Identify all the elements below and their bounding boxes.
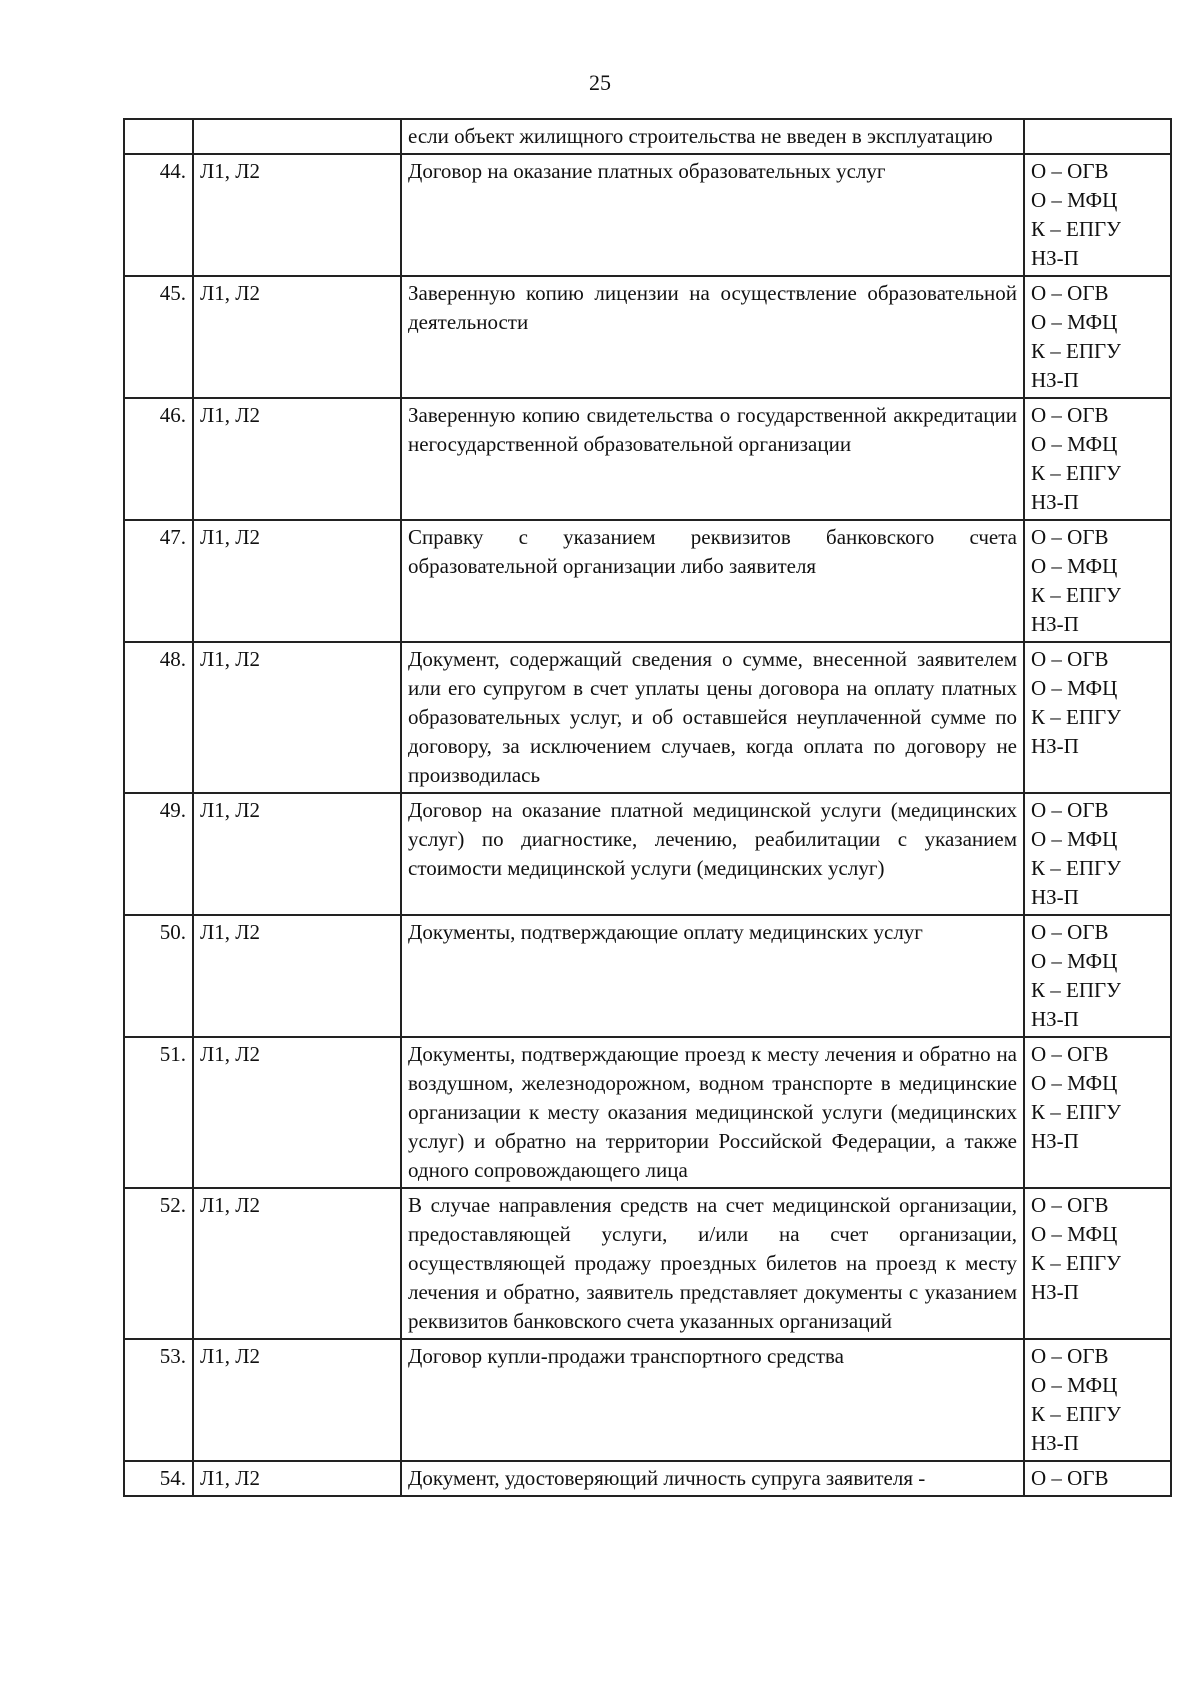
table-row: [124, 793, 1171, 915]
submission-method: НЗ-П: [1031, 612, 1079, 636]
document-name: Заверенную копию лицензии на осуществление образовательной деятельности: [401, 276, 1024, 398]
submission-methods: [1024, 793, 1171, 915]
submission-method: К – ЕПГУ: [1031, 978, 1122, 1002]
submission-method: К – ЕПГУ: [1031, 461, 1122, 485]
document-name: Договор купли-продажи транспортного средства: [401, 1339, 1024, 1461]
submission-method: О – МФЦ: [1031, 432, 1118, 456]
table-row: [124, 1188, 1171, 1339]
submission-method: НЗ-П: [1031, 885, 1079, 909]
document-name: Документы, подтверждающие оплату медицинских услуг: [401, 915, 1024, 1037]
submission-method: НЗ-П: [1031, 368, 1079, 392]
submission-method: НЗ-П: [1031, 246, 1079, 270]
submission-method: О – МФЦ: [1031, 676, 1118, 700]
submission-method: О – ОГВ: [1031, 798, 1109, 822]
row-number: 46.: [124, 398, 193, 520]
submission-method: О – МФЦ: [1031, 1071, 1118, 1095]
document-name: Документы, подтверждающие проезд к месту лечения и обратно на воздушном, железнодорожном, водном транспорте в медицинские организации к месту оказания медицинской услуги (медицинских услуг) и обратно на территории Российской Федерации, а также одного сопровождающего лица: [401, 1037, 1024, 1188]
row-code: [193, 119, 401, 154]
row-number: 44.: [124, 154, 193, 276]
document-name: если объект жилищного строительства не введен в эксплуатацию: [401, 119, 1024, 154]
submission-method: НЗ-П: [1031, 1431, 1079, 1455]
row-number: 45.: [124, 276, 193, 398]
document-name: Договор на оказание платной медицинской услуги (медицинских услуг) по диагностике, лечению, реабилитации с указанием стоимости медицинской услуги (медицинских услуг): [401, 793, 1024, 915]
submission-methods: [1024, 398, 1171, 520]
document-name: В случае направления средств на счет медицинской организации, предоставляющей услуги, и/или на счет организации, осуществляющей продажу проездных билетов на проезд к месту лечения и обратно, заявитель представляет документы с указанием реквизитов банковского счета указанных организаций: [401, 1188, 1024, 1339]
submission-method: О – ОГВ: [1031, 525, 1109, 549]
document-name: Документ, содержащий сведения о сумме, внесенной заявителем или его супругом в счет уплаты цены договора на оплату платных образовательных услуг, и об оставшейся неуплаченной сумме по договору, за исключением случаев, когда оплата по договору не производилась: [401, 642, 1024, 793]
submission-method: НЗ-П: [1031, 1280, 1079, 1304]
documents-table: [123, 118, 1172, 1497]
submission-methods: [1024, 1461, 1171, 1496]
document-name: Справку с указанием реквизитов банковского счета образовательной организации либо заявителя: [401, 520, 1024, 642]
submission-method: О – ОГВ: [1031, 1042, 1109, 1066]
submission-methods: [1024, 915, 1171, 1037]
submission-methods: [1024, 642, 1171, 793]
submission-method: НЗ-П: [1031, 490, 1079, 514]
submission-method: О – ОГВ: [1031, 647, 1109, 671]
submission-method: О – МФЦ: [1031, 1222, 1118, 1246]
submission-method: О – МФЦ: [1031, 1373, 1118, 1397]
row-code: Л1, Л2: [193, 1037, 401, 1188]
submission-methods: [1024, 1339, 1171, 1461]
submission-method: НЗ-П: [1031, 1007, 1079, 1031]
submission-method: О – ОГВ: [1031, 159, 1109, 183]
row-code: Л1, Л2: [193, 398, 401, 520]
submission-method: О – ОГВ: [1031, 1344, 1109, 1368]
submission-method: К – ЕПГУ: [1031, 339, 1122, 363]
page-number: 25: [589, 70, 611, 95]
submission-methods: [1024, 1037, 1171, 1188]
submission-method: К – ЕПГУ: [1031, 583, 1122, 607]
table-row: [124, 642, 1171, 793]
row-number: 53.: [124, 1339, 193, 1461]
submission-methods: [1024, 276, 1171, 398]
submission-method: К – ЕПГУ: [1031, 1251, 1122, 1275]
submission-method: К – ЕПГУ: [1031, 1100, 1122, 1124]
row-number: 47.: [124, 520, 193, 642]
submission-methods: [1024, 1188, 1171, 1339]
submission-method: О – МФЦ: [1031, 827, 1118, 851]
document-name: Заверенную копию свидетельства о государственной аккредитации негосударственной образовательной организации: [401, 398, 1024, 520]
submission-method: О – ОГВ: [1031, 1466, 1109, 1490]
document-name: Документ, удостоверяющий личность супруга заявителя -: [401, 1461, 1024, 1496]
row-code: Л1, Л2: [193, 154, 401, 276]
document-name: Договор на оказание платных образовательных услуг: [401, 154, 1024, 276]
submission-methods: [1024, 520, 1171, 642]
submission-method: К – ЕПГУ: [1031, 856, 1122, 880]
row-code: Л1, Л2: [193, 276, 401, 398]
submission-method: К – ЕПГУ: [1031, 1402, 1122, 1426]
row-number: 50.: [124, 915, 193, 1037]
submission-method: О – ОГВ: [1031, 281, 1109, 305]
submission-methods: [1024, 119, 1171, 154]
submission-method: НЗ-П: [1031, 1129, 1079, 1153]
table-row: [124, 1461, 1171, 1496]
submission-method: К – ЕПГУ: [1031, 705, 1122, 729]
submission-method: О – МФЦ: [1031, 949, 1118, 973]
table-row: [124, 276, 1171, 398]
row-code: Л1, Л2: [193, 642, 401, 793]
submission-method: О – ОГВ: [1031, 920, 1109, 944]
table-row: [124, 520, 1171, 642]
row-number: 52.: [124, 1188, 193, 1339]
table-row: [124, 915, 1171, 1037]
submission-method: О – МФЦ: [1031, 554, 1118, 578]
submission-method: К – ЕПГУ: [1031, 217, 1122, 241]
submission-method: О – ОГВ: [1031, 1193, 1109, 1217]
row-number: 48.: [124, 642, 193, 793]
submission-methods: [1024, 154, 1171, 276]
row-number: 54.: [124, 1461, 193, 1496]
table-row: [124, 119, 1171, 154]
table-row: [124, 1037, 1171, 1188]
submission-method: О – МФЦ: [1031, 188, 1118, 212]
row-code: Л1, Л2: [193, 1188, 401, 1339]
submission-method: О – МФЦ: [1031, 310, 1118, 334]
table-row: [124, 1339, 1171, 1461]
row-number: 49.: [124, 793, 193, 915]
row-code: Л1, Л2: [193, 520, 401, 642]
row-code: Л1, Л2: [193, 915, 401, 1037]
row-code: Л1, Л2: [193, 793, 401, 915]
submission-method: О – ОГВ: [1031, 403, 1109, 427]
row-number: [124, 119, 193, 154]
row-code: Л1, Л2: [193, 1461, 401, 1496]
table-row: [124, 154, 1171, 276]
row-number: 51.: [124, 1037, 193, 1188]
submission-method: НЗ-П: [1031, 734, 1079, 758]
row-code: Л1, Л2: [193, 1339, 401, 1461]
table-row: [124, 398, 1171, 520]
